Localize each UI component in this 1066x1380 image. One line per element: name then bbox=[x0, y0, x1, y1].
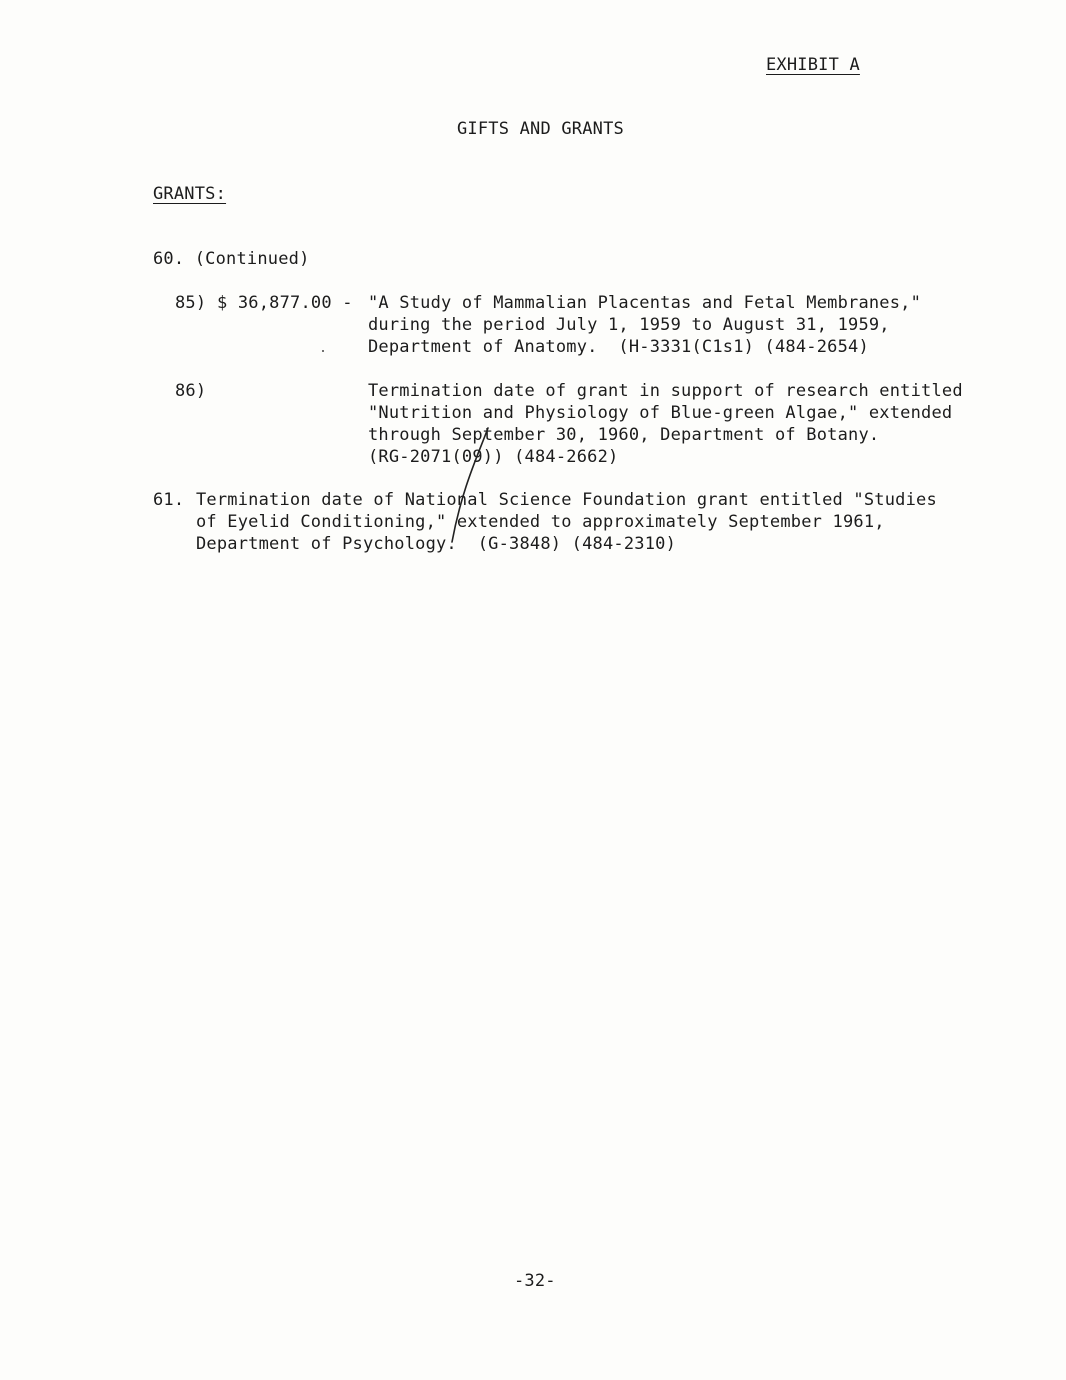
item-85-number: 85) bbox=[175, 293, 207, 313]
page-number: -32- bbox=[514, 1271, 556, 1291]
item-61-description: Termination date of National Science Foundation grant entitled "Studies of Eyelid Conditioning," extended to approximately September 1961, Department of Psychology. (G-3848) (484-2310) bbox=[196, 490, 937, 554]
item-61-number: 61. bbox=[153, 490, 185, 510]
item-85-amount: $ 36,877.00 - bbox=[217, 293, 353, 313]
exhibit-label: EXHIBIT A bbox=[766, 55, 860, 75]
item-86-description: Termination date of grant in support of research entitled "Nutrition and Physiology of Blue-green Algae," extended through September 30, 1960, Department of Botany. (RG-2071(09)) (484-2662) bbox=[368, 381, 963, 467]
item-60-heading: 60. (Continued) bbox=[153, 249, 310, 269]
page-title: GIFTS AND GRANTS bbox=[457, 119, 624, 139]
item-86-number: 86) bbox=[175, 381, 207, 401]
stray-mark bbox=[322, 350, 324, 352]
item-85-description: "A Study of Mammalian Placentas and Fetal Membranes," during the period July 1, 1959 to August 31, 1959, Department of Anatomy. (H-3331(C1s1) (484-2654) bbox=[368, 293, 922, 357]
section-heading: GRANTS: bbox=[153, 184, 227, 204]
